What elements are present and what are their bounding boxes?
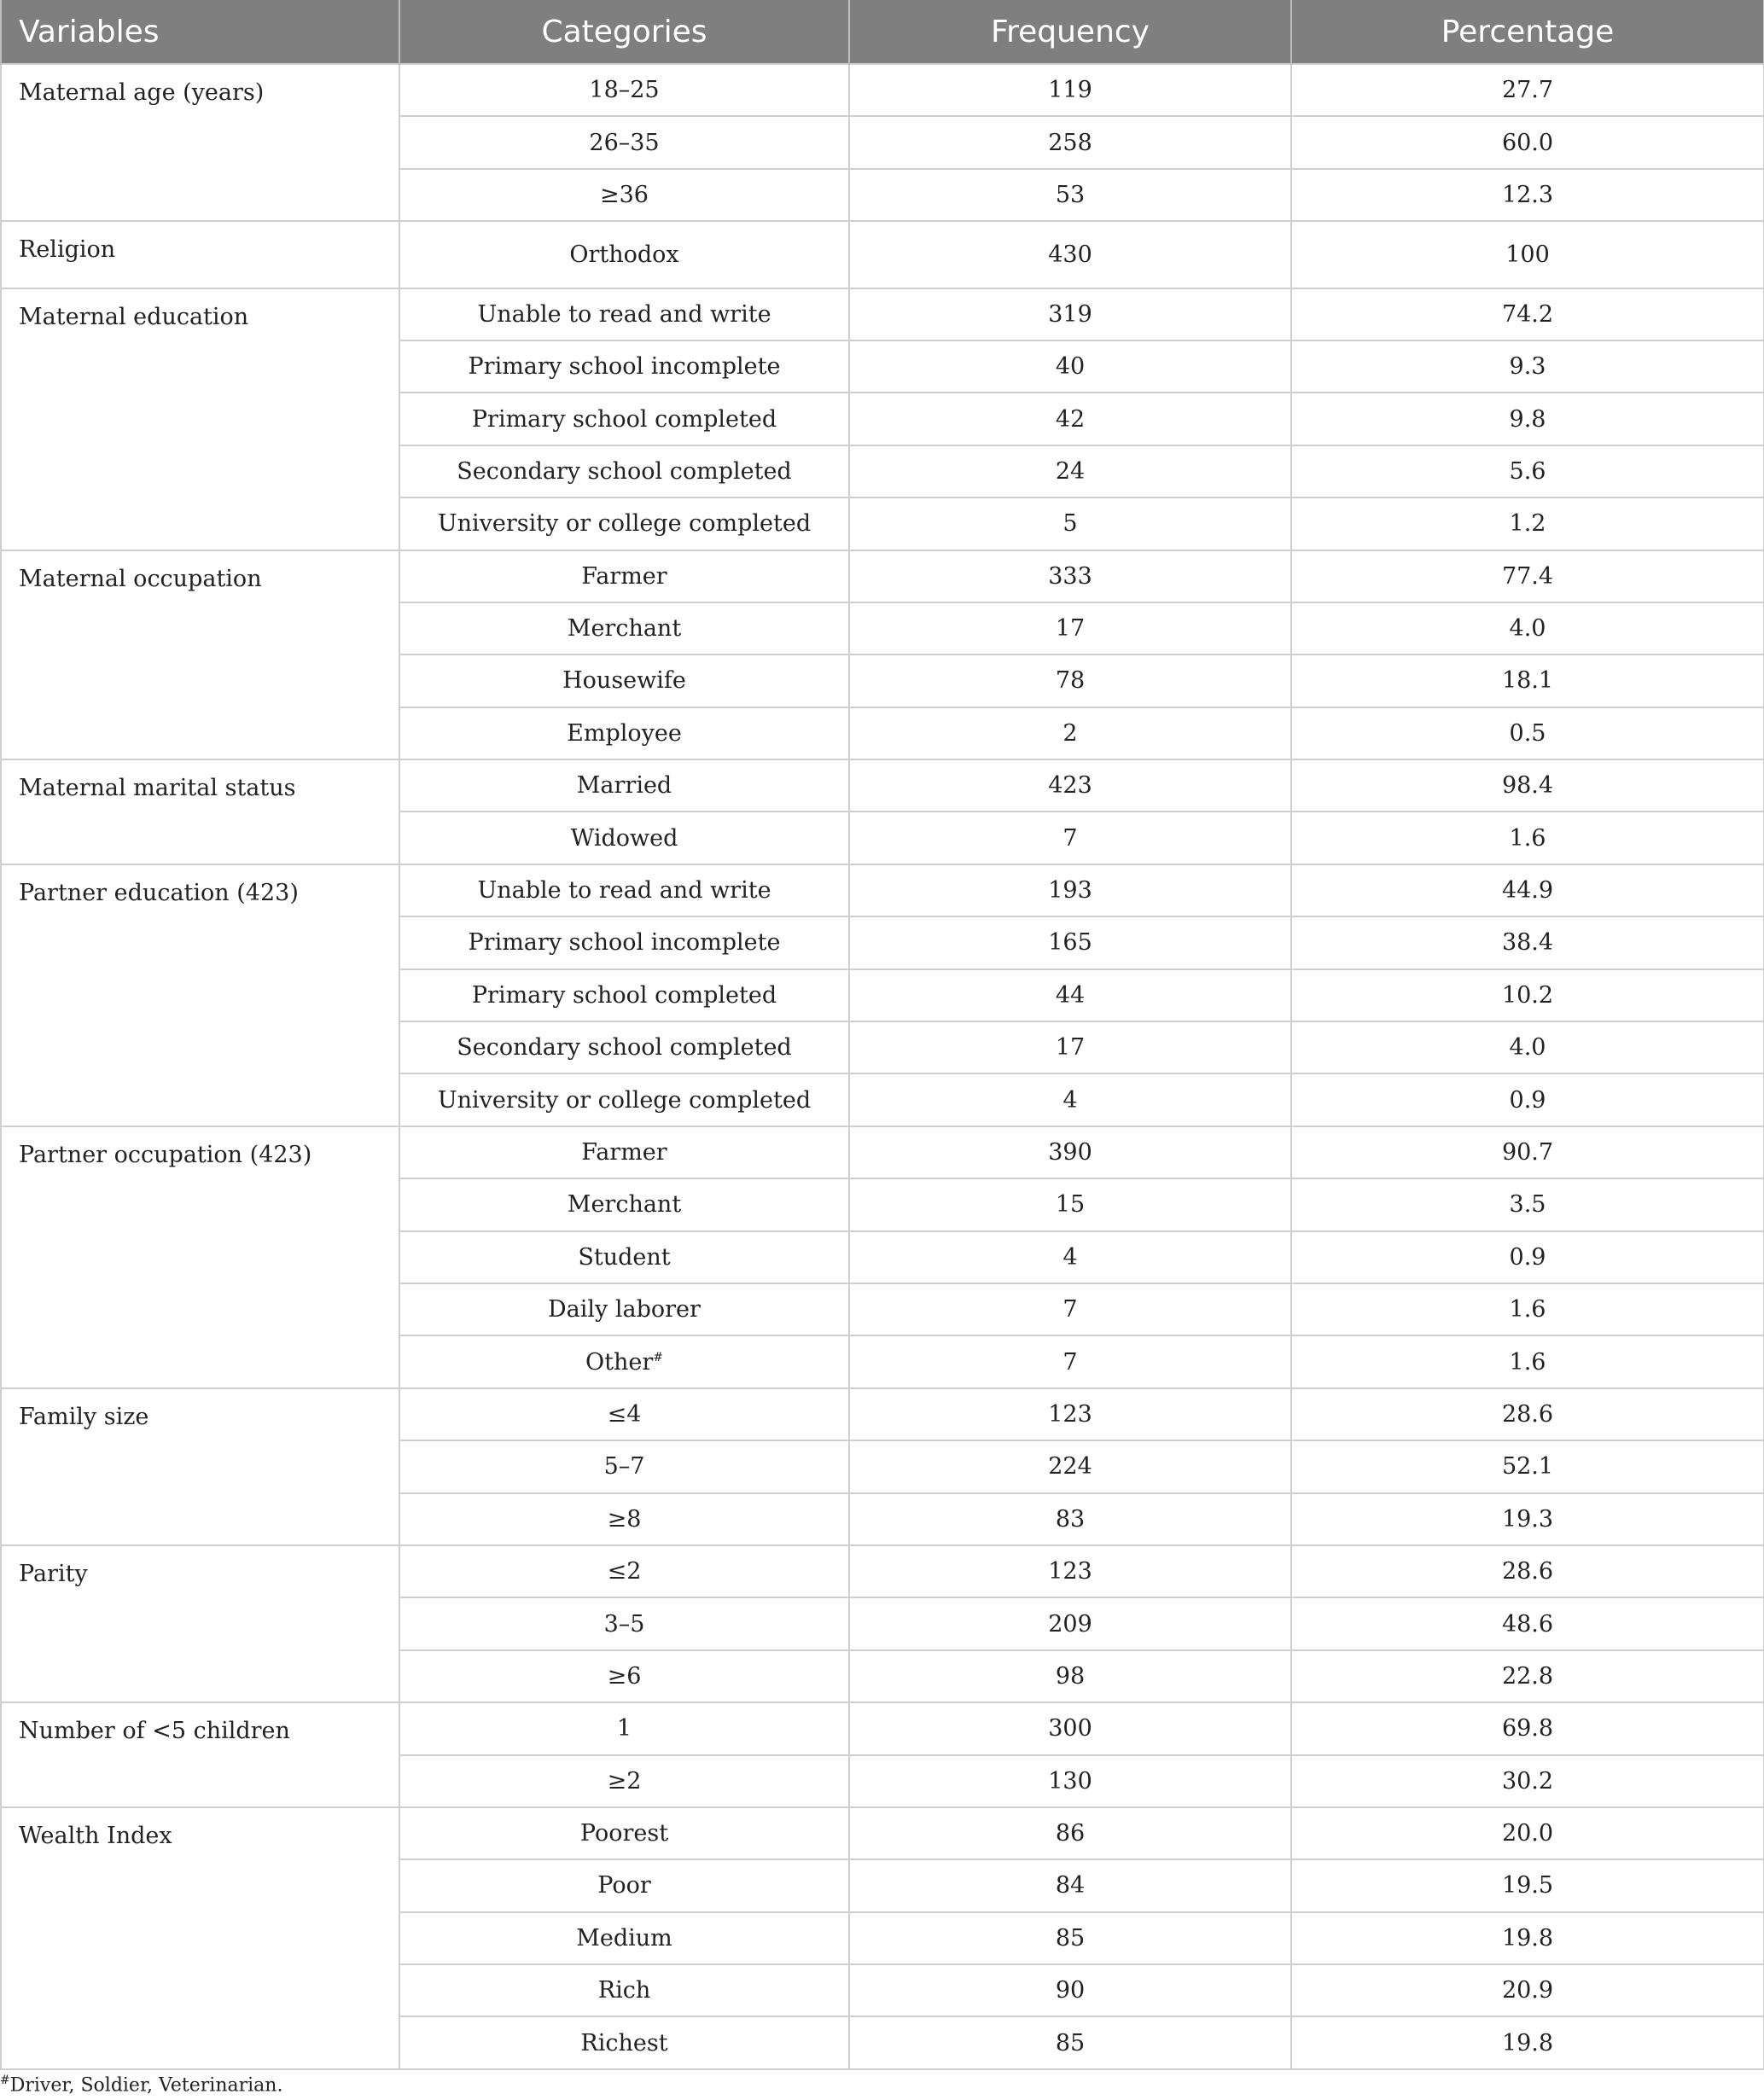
category-text: Secondary school completed: [457, 457, 792, 485]
category-cell: [399, 393, 849, 445]
category-text: Unable to read and write: [477, 877, 771, 905]
category-cell: [399, 1073, 849, 1126]
frequency-cell: 258: [849, 116, 1291, 168]
category-text: Primary school completed: [471, 981, 777, 1009]
category-cell: [399, 1021, 849, 1073]
frequency-cell: 98: [849, 1650, 1291, 1702]
category-text: Housewife: [562, 667, 686, 695]
category-cell: [399, 864, 849, 916]
percentage-cell: 69.8: [1291, 1702, 1764, 1754]
variable-cell: Parity: [1, 1545, 399, 1702]
category-text: 18–25: [589, 77, 660, 104]
category-cell: [399, 707, 849, 759]
percentage-cell: 28.6: [1291, 1545, 1764, 1597]
frequency-cell: 85: [849, 2016, 1291, 2068]
table-row: [1, 550, 1764, 602]
frequency-cell: 90: [849, 1964, 1291, 2016]
percentage-cell: 4.0: [1291, 602, 1764, 654]
percentage-cell: 18.1: [1291, 654, 1764, 707]
frequency-cell: 53: [849, 169, 1291, 221]
category-text: Student: [578, 1243, 671, 1271]
footnote-marker: #: [0, 2074, 10, 2087]
percentage-cell: 27.7: [1291, 64, 1764, 116]
category-text: ≤2: [607, 1558, 642, 1585]
frequency-cell: 83: [849, 1493, 1291, 1545]
frequency-cell: 390: [849, 1126, 1291, 1178]
header-categories: Categories: [399, 0, 849, 64]
category-cell: [399, 497, 849, 550]
category-cell: [399, 1493, 849, 1545]
category-cell: [399, 221, 849, 288]
category-cell: [399, 602, 849, 654]
category-cell: [399, 288, 849, 340]
category-text: Employee: [567, 719, 682, 747]
frequency-cell: 165: [849, 916, 1291, 969]
percentage-cell: 1.2: [1291, 497, 1764, 550]
category-cell: [399, 1912, 849, 1964]
table-row: [1, 1545, 1764, 1597]
category-text: Daily laborer: [548, 1296, 701, 1323]
percentage-cell: 1.6: [1291, 1335, 1764, 1387]
frequency-cell: 7: [849, 811, 1291, 864]
category-cell: [399, 1178, 849, 1230]
variable-cell: Family size: [1, 1388, 399, 1545]
category-text: Merchant: [567, 615, 682, 643]
percentage-cell: 12.3: [1291, 169, 1764, 221]
frequency-cell: 44: [849, 969, 1291, 1021]
category-text: ≥8: [607, 1505, 642, 1533]
category-text: Primary school completed: [471, 405, 777, 433]
frequency-cell: 4: [849, 1231, 1291, 1283]
percentage-cell: 1.6: [1291, 811, 1764, 864]
table-row: [1, 864, 1764, 916]
table-row: [1, 221, 1764, 288]
frequency-cell: 7: [849, 1283, 1291, 1335]
category-text: 5–7: [603, 1453, 645, 1480]
category-cell: [399, 1702, 849, 1754]
category-text: 3–5: [603, 1610, 645, 1638]
category-cell: [399, 169, 849, 221]
frequency-cell: 40: [849, 340, 1291, 393]
category-text: Widowed: [570, 824, 678, 852]
category-text: Poorest: [579, 1820, 669, 1847]
category-cell: [399, 1440, 849, 1492]
percentage-cell: 28.6: [1291, 1388, 1764, 1440]
category-cell: [399, 1388, 849, 1440]
header-frequency: Frequency: [849, 0, 1291, 64]
category-text: Poor: [597, 1872, 651, 1899]
frequency-cell: 319: [849, 288, 1291, 340]
category-cell: [399, 550, 849, 602]
percentage-cell: 0.9: [1291, 1231, 1764, 1283]
category-cell: [399, 969, 849, 1021]
category-text: 1: [616, 1715, 632, 1742]
frequency-cell: 119: [849, 64, 1291, 116]
frequency-cell: 17: [849, 1021, 1291, 1073]
variable-cell: Maternal marital status: [1, 759, 399, 864]
category-cell: [399, 1231, 849, 1283]
category-cell: [399, 64, 849, 116]
footnote-text: Driver, Soldier, Veterinarian.: [9, 2074, 283, 2097]
percentage-cell: 20.0: [1291, 1807, 1764, 1859]
percentage-cell: 1.6: [1291, 1283, 1764, 1335]
frequency-cell: 86: [849, 1807, 1291, 1859]
category-text: Orthodox: [569, 241, 679, 268]
percentage-cell: 48.6: [1291, 1597, 1764, 1649]
category-cell: [399, 759, 849, 811]
percentage-cell: 20.9: [1291, 1964, 1764, 2016]
percentage-cell: 44.9: [1291, 864, 1764, 916]
percentage-cell: 52.1: [1291, 1440, 1764, 1492]
category-text: ≤4: [607, 1400, 642, 1428]
category-cell: [399, 116, 849, 168]
header-percentage: Percentage: [1291, 0, 1764, 64]
table-header-row: [1, 0, 1764, 64]
percentage-cell: 60.0: [1291, 116, 1764, 168]
category-cell: [399, 1859, 849, 1911]
frequency-cell: 78: [849, 654, 1291, 707]
frequency-cell: 24: [849, 445, 1291, 497]
category-text: Farmer: [581, 1139, 667, 1166]
percentage-cell: 0.5: [1291, 707, 1764, 759]
category-text: ≥2: [607, 1767, 642, 1795]
category-text: Medium: [576, 1924, 672, 1952]
variable-cell: Wealth Index: [1, 1807, 399, 2069]
variable-cell: Religion: [1, 221, 399, 288]
variable-cell: Number of <5 children: [1, 1702, 399, 1807]
frequency-cell: 209: [849, 1597, 1291, 1649]
frequency-cell: 430: [849, 221, 1291, 288]
category-cell: [399, 1335, 849, 1387]
category-cell: [399, 1126, 849, 1178]
percentage-cell: 3.5: [1291, 1178, 1764, 1230]
frequency-cell: 42: [849, 393, 1291, 445]
category-cell: [399, 916, 849, 969]
table-row: [1, 1702, 1764, 1754]
percentage-cell: 100: [1291, 221, 1764, 288]
frequency-cell: 85: [849, 1912, 1291, 1964]
percentage-cell: 19.3: [1291, 1493, 1764, 1545]
frequency-cell: 224: [849, 1440, 1291, 1492]
category-text: Primary school incomplete: [468, 353, 781, 381]
percentage-cell: 38.4: [1291, 916, 1764, 969]
category-text: Secondary school completed: [457, 1034, 792, 1062]
percentage-cell: 9.8: [1291, 393, 1764, 445]
percentage-cell: 22.8: [1291, 1650, 1764, 1702]
table-row: [1, 759, 1764, 811]
percentage-cell: 77.4: [1291, 550, 1764, 602]
percentage-cell: 10.2: [1291, 969, 1764, 1021]
category-cell: [399, 445, 849, 497]
category-text: Married: [576, 772, 672, 800]
percentage-cell: 0.9: [1291, 1073, 1764, 1126]
table-row: [1, 1388, 1764, 1440]
percentage-cell: 74.2: [1291, 288, 1764, 340]
category-cell: [399, 2016, 849, 2068]
category-text: Rich: [597, 1977, 651, 2004]
variable-cell: Partner occupation (423): [1, 1126, 399, 1388]
frequency-cell: 84: [849, 1859, 1291, 1911]
variable-cell: Maternal occupation: [1, 550, 399, 760]
frequency-cell: 333: [849, 550, 1291, 602]
footnote-reference: #: [653, 1350, 663, 1364]
percentage-cell: 9.3: [1291, 340, 1764, 393]
frequency-cell: 5: [849, 497, 1291, 550]
category-cell: [399, 1964, 849, 2016]
category-text: Farmer: [581, 562, 667, 590]
category-text: Merchant: [567, 1191, 682, 1219]
frequency-cell: 300: [849, 1702, 1291, 1754]
category-text: Primary school incomplete: [468, 929, 781, 957]
category-cell: [399, 811, 849, 864]
variable-cell: Maternal education: [1, 288, 399, 550]
percentage-cell: 19.8: [1291, 1912, 1764, 1964]
percentage-cell: 19.5: [1291, 1859, 1764, 1911]
frequency-cell: 123: [849, 1388, 1291, 1440]
category-cell: [399, 1650, 849, 1702]
frequency-cell: 4: [849, 1073, 1291, 1126]
variable-cell: Maternal age (years): [1, 64, 399, 221]
category-cell: [399, 1807, 849, 1859]
percentage-cell: 19.8: [1291, 2016, 1764, 2068]
category-text: University or college completed: [437, 510, 812, 538]
percentage-cell: 30.2: [1291, 1755, 1764, 1807]
category-text: University or college completed: [437, 1086, 812, 1114]
frequency-cell: 7: [849, 1335, 1291, 1387]
category-text: Other: [585, 1348, 654, 1376]
category-text: Unable to read and write: [477, 300, 771, 328]
frequency-cell: 123: [849, 1545, 1291, 1597]
category-cell: [399, 1755, 849, 1807]
percentage-cell: 4.0: [1291, 1021, 1764, 1073]
frequency-cell: 130: [849, 1755, 1291, 1807]
percentage-cell: 98.4: [1291, 759, 1764, 811]
category-cell: [399, 340, 849, 393]
category-cell: [399, 1545, 849, 1597]
frequency-cell: 2: [849, 707, 1291, 759]
table-body: [1, 64, 1764, 2069]
table-row: [1, 64, 1764, 116]
category-text: ≥36: [600, 181, 649, 208]
category-cell: [399, 1283, 849, 1335]
category-cell: [399, 654, 849, 707]
frequency-cell: 17: [849, 602, 1291, 654]
category-text: 26–35: [589, 129, 660, 156]
header-variables: Variables: [1, 0, 399, 64]
table-row: [1, 288, 1764, 340]
percentage-cell: 5.6: [1291, 445, 1764, 497]
category-cell: [399, 1597, 849, 1649]
category-text: Richest: [580, 2029, 668, 2056]
variable-cell: Partner education (423): [1, 864, 399, 1126]
frequency-cell: 15: [849, 1178, 1291, 1230]
table-footnote: [0, 2074, 282, 2096]
table-row: [1, 1126, 1764, 1178]
frequency-cell: 193: [849, 864, 1291, 916]
category-text: ≥6: [607, 1662, 642, 1690]
table-row: [1, 1807, 1764, 1859]
frequency-cell: 423: [849, 759, 1291, 811]
percentage-cell: 90.7: [1291, 1126, 1764, 1178]
